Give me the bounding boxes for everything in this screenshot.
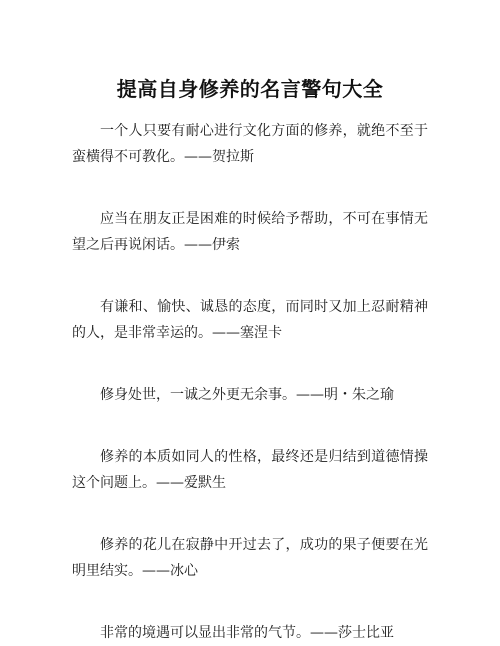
- quote-paragraph: 一个人只要有耐心进行文化方面的修养，就绝不至于蛮横得不可教化。——贺拉斯: [72, 123, 428, 165]
- quote-paragraph: 应当在朋友正是困难的时候给予帮助，不可在事情无望之后再说闲话。——伊索: [72, 211, 428, 253]
- quote-paragraph: 非常的境遇可以显出非常的气节。——莎士比亚: [100, 625, 394, 641]
- quote-paragraph: 有谦和、愉快、诚恳的态度，而同时又加上忍耐精神的人，是非常幸运的。——塞涅卡: [72, 299, 428, 341]
- quote-paragraph: 修养的本质如同人的性格，最终还是归结到道德情操这个问题上。——爱默生: [72, 449, 428, 491]
- quote-paragraph: 修养的花儿在寂静中开过去了，成功的果子便要在光明里结实。——冰心: [72, 537, 428, 579]
- quote-list: [72, 118, 428, 646]
- quote-paragraph: 修身处世，一诚之外更无余事。——明・朱之瑜: [100, 387, 394, 403]
- document-title: 提高自身修养的名言警句大全: [116, 77, 384, 101]
